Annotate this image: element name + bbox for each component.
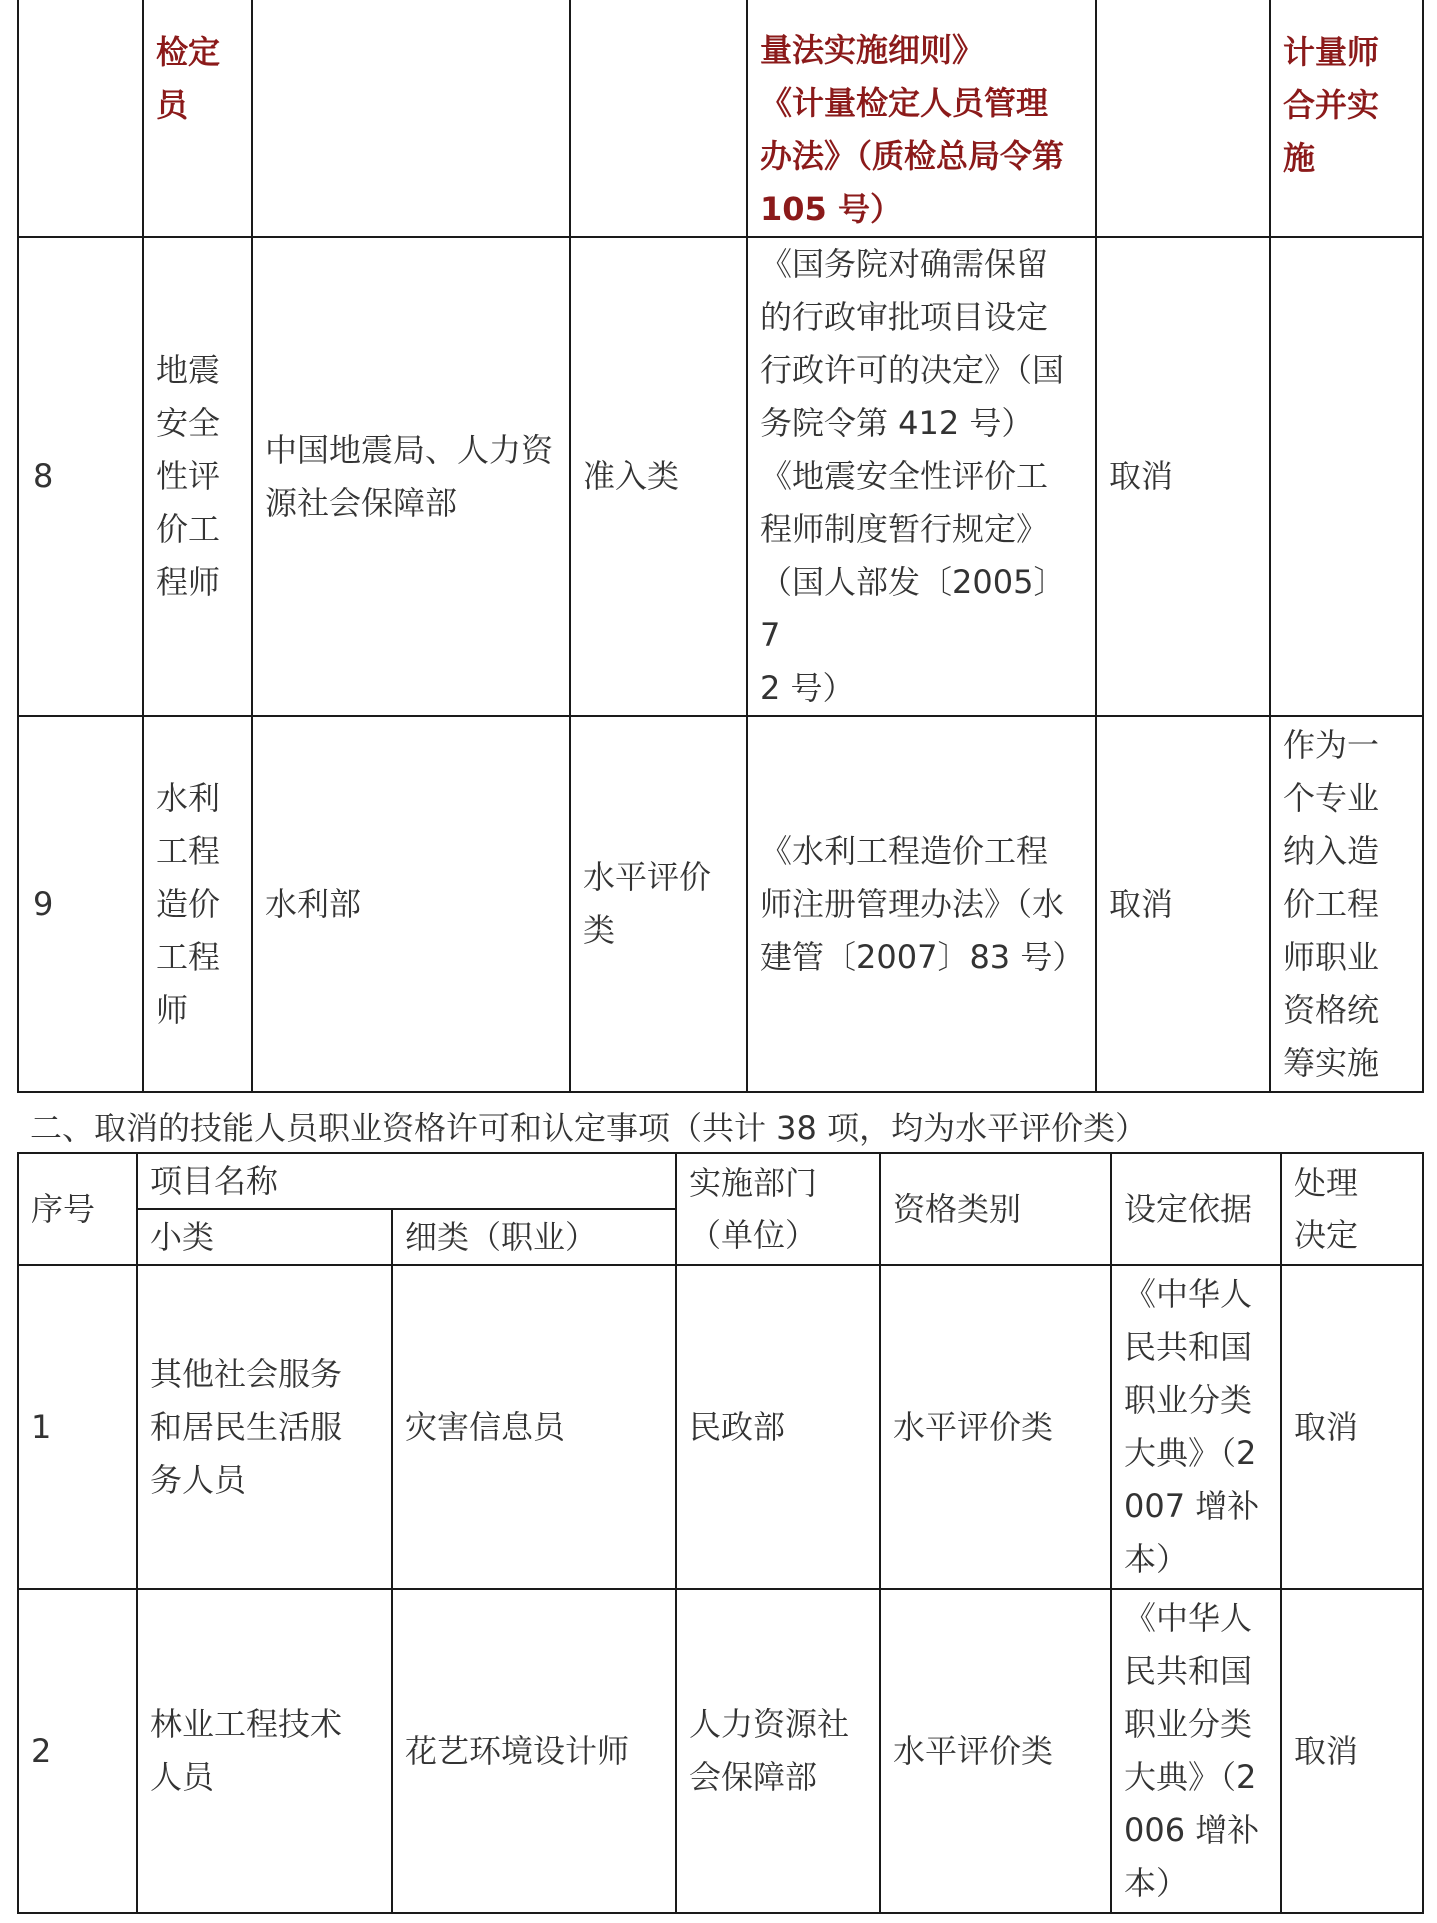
legal-basis: 《中华人 民共和国 职业分类 大典》（2 007 增补 本）: [1111, 1265, 1281, 1589]
header-category: 资格类别: [880, 1153, 1111, 1265]
row-number: 8: [18, 237, 143, 716]
detail: 花艺环境设计师: [392, 1589, 676, 1913]
qualification-category: [570, 0, 747, 237]
table-row: [18, 1589, 1423, 1913]
row-number: 9: [18, 716, 143, 1092]
qualification-name: 水利 工程 造价 工程 师: [143, 716, 252, 1092]
department: 人力资源社 会保障部: [676, 1589, 880, 1913]
legal-basis: 《水利工程造价工程 师注册管理办法》（水 建管〔2007〕83 号）: [747, 716, 1096, 1092]
decision: 取消: [1281, 1589, 1423, 1913]
qualification-category: 准入类: [570, 237, 747, 716]
department: 中国地震局、人力资 源社会保障部: [252, 237, 570, 716]
header-decision: 处理 决定: [1281, 1153, 1423, 1265]
decision: 取消: [1281, 1265, 1423, 1589]
table-row: [18, 716, 1423, 1092]
header-basis: 设定依据: [1111, 1153, 1281, 1265]
note: [1270, 237, 1423, 716]
qualification-name: 地震 安全 性评 价工 程师: [143, 237, 252, 716]
qualification-table-professional: [17, 0, 1424, 1093]
header-no: 序号: [18, 1153, 137, 1265]
row-number: [18, 0, 143, 237]
table-row: [18, 0, 1423, 237]
row-number: 1: [18, 1265, 137, 1589]
table-row: [18, 1265, 1423, 1589]
note: 作为一 个专业 纳入造 价工程 师职业 资格统 筹实施: [1270, 716, 1423, 1092]
header-item-name: 项目名称: [137, 1153, 676, 1209]
detail: 灾害信息员: [392, 1265, 676, 1589]
decision: [1096, 0, 1270, 237]
decision: 取消: [1096, 716, 1270, 1092]
legal-basis: 量法实施细则》 《计量检定人员管理 办法》（质检总局令第 105 号）: [747, 0, 1096, 237]
qualification-name: 检定 员: [143, 0, 252, 237]
note: 计量师 合并实 施: [1270, 0, 1423, 237]
qualification-table-skills: [17, 1152, 1424, 1914]
section-heading: 二、取消的技能人员职业资格许可和认定事项（共计 38 项，均为水平评价类）: [30, 1109, 1148, 1147]
department: 民政部: [676, 1265, 880, 1589]
subclass: 其他社会服务 和居民生活服 务人员: [137, 1265, 392, 1589]
qualification-category: 水平评价类: [880, 1589, 1111, 1913]
header-subclass: 小类: [137, 1209, 392, 1265]
table-row: [18, 237, 1423, 716]
qualification-category: 水平评价类: [880, 1265, 1111, 1589]
legal-basis: 《国务院对确需保留 的行政审批项目设定 行政许可的决定》（国 务院令第 412 号） 《地震安全性评价工 程师制度暂行规定》 （国人部发〔2005〕7 2 号）: [747, 237, 1096, 716]
department: [252, 0, 570, 237]
subclass: 林业工程技术 人员: [137, 1589, 392, 1913]
row-number: 2: [18, 1589, 137, 1913]
table-header-row: [18, 1153, 1423, 1209]
department: 水利部: [252, 716, 570, 1092]
legal-basis: 《中华人 民共和国 职业分类 大典》（2 006 增补 本）: [1111, 1589, 1281, 1913]
decision: 取消: [1096, 237, 1270, 716]
qualification-category: 水平评价 类: [570, 716, 747, 1092]
header-detail: 细类（职业）: [392, 1209, 676, 1265]
header-department: 实施部门 （单位）: [676, 1153, 880, 1265]
